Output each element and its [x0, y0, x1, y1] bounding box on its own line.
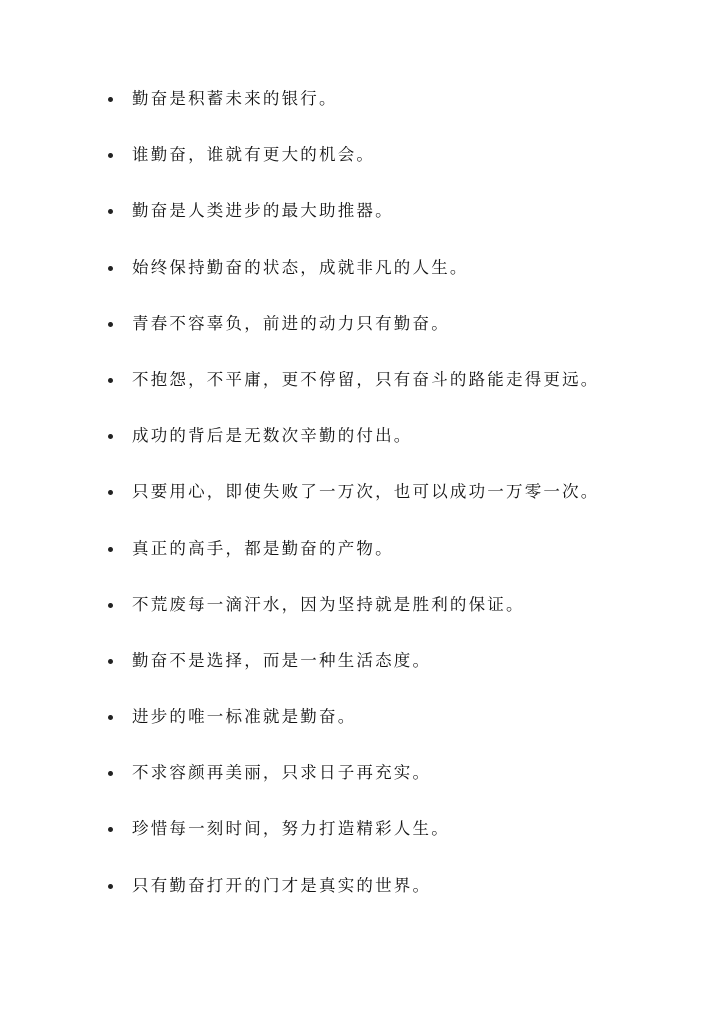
list-item	[108, 534, 668, 590]
quote-text: 进步的唯一标准就是勤奋。	[132, 707, 357, 727]
bullet-icon	[108, 771, 113, 776]
quote-text: 勤奋是积蓄未来的银行。	[132, 89, 338, 108]
list-item	[108, 421, 668, 477]
quote-text: 不荒废每一滴汗水，因为坚持就是胜利的保证。	[132, 594, 525, 614]
bullet-icon	[108, 490, 113, 495]
bullet-icon	[108, 209, 113, 214]
bullet-icon	[108, 827, 113, 832]
list-item	[108, 702, 668, 758]
list-item	[108, 140, 668, 196]
list-item	[108, 758, 668, 814]
list-item	[108, 196, 668, 252]
quote-text: 谁勤奋，谁就有更大的机会。	[132, 145, 376, 165]
quote-text: 只有勤奋打开的门才是真实的世界。	[132, 875, 432, 895]
quote-text: 青春不容辜负，前进的动力只有勤奋。	[132, 313, 450, 333]
list-item	[108, 646, 668, 702]
quote-text: 珍惜每一刻时间，努力打造精彩人生。	[132, 819, 450, 839]
list-item	[108, 871, 668, 927]
quote-list	[108, 84, 668, 927]
list-item	[108, 309, 668, 365]
bullet-icon	[108, 715, 113, 720]
bullet-icon	[108, 547, 113, 552]
quote-text: 不求容颜再美丽，只求日子再充实。	[132, 763, 432, 783]
quote-text: 勤奋不是选择，而是一种生活态度。	[132, 650, 432, 670]
list-item	[108, 477, 668, 533]
bullet-icon	[108, 378, 113, 383]
list-item	[108, 365, 668, 421]
bullet-icon	[108, 153, 113, 158]
list-item	[108, 590, 668, 646]
bullet-icon	[108, 266, 113, 271]
bullet-icon	[108, 434, 113, 439]
bullet-icon	[108, 884, 113, 889]
quote-text: 只要用心，即使失败了一万次，也可以成功一万零一次。	[132, 482, 600, 502]
bullet-icon	[108, 322, 113, 327]
quote-text: 不抱怨，不平庸，更不停留，只有奋斗的路能走得更远。	[132, 369, 600, 389]
list-item	[108, 814, 668, 870]
list-item	[108, 253, 668, 309]
quote-text: 始终保持勤奋的状态，成就非凡的人生。	[132, 257, 469, 277]
bullet-icon	[108, 603, 113, 608]
bullet-icon	[108, 659, 113, 664]
quote-text: 真正的高手，都是勤奋的产物。	[132, 538, 394, 558]
bullet-icon	[108, 97, 113, 102]
quote-text: 勤奋是人类进步的最大助推器。	[132, 201, 394, 221]
quote-text: 成功的背后是无数次辛勤的付出。	[132, 426, 413, 446]
list-item	[108, 84, 668, 140]
